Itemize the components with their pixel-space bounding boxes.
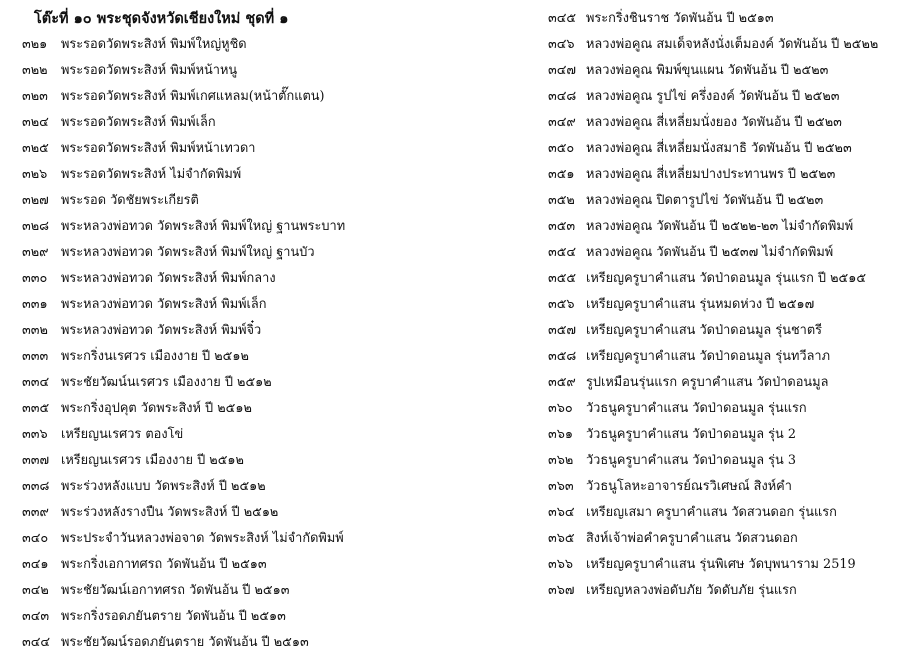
list-item	[548, 110, 893, 136]
item-number: ๓๖๐	[548, 401, 573, 416]
list-item	[22, 370, 542, 396]
item-text: วัวธนูครูบาคำแสน วัดป่าดอนมูล รุ่น 2	[586, 427, 797, 442]
item-text: พระรอดวัดพระสิงห์ พิมพ์หน้าเทวดา	[61, 141, 256, 156]
item-text: พระกริ่งนเรศวร เมืองงาย ปี ๒๕๑๒	[61, 349, 249, 364]
item-text: หลวงพ่อคูณ สี่เหลี่ยมนั่งยอง วัดพันอ้น ปี ๒๕๒๓	[586, 115, 842, 130]
item-number: ๓๓๐	[22, 271, 48, 286]
item-text: พระรอดวัดพระสิงห์ พิมพ์ใหญ่หูชิด	[61, 37, 247, 52]
left-item-list	[22, 32, 542, 656]
item-text: พระกริ่งรอดภยันตราย วัดพันอ้น ปี ๒๕๑๓	[61, 609, 286, 624]
item-number: ๓๓๖	[22, 427, 48, 442]
list-item	[548, 240, 893, 266]
item-number: ๓๒๒	[22, 63, 48, 78]
item-text: วัวธนูครูบาคำแสน วัดป่าดอนมูล รุ่นแรก	[586, 401, 807, 416]
item-number: ๓๔๖	[548, 37, 575, 52]
list-item	[22, 344, 542, 370]
item-text: รูปเหมือนรุ่นแรก ครูบาคำแสน วัดป่าดอนมูล	[586, 375, 829, 390]
item-text: พระชัยวัฒน์เอกาทศรถ วัดพันอ้น ปี ๒๕๑๓	[61, 583, 290, 598]
list-item	[22, 604, 542, 630]
list-item	[548, 84, 893, 110]
item-number: ๓๕๕	[548, 271, 577, 286]
item-number: ๓๒๘	[22, 219, 50, 234]
item-number: ๓๖๒	[548, 453, 574, 468]
item-text: พระหลวงพ่อทวด วัดพระสิงห์ พิมพ์จิ๋ว	[61, 323, 262, 338]
item-number: ๓๔๑	[22, 557, 49, 572]
item-text: พระหลวงพ่อทวด วัดพระสิงห์ พิมพ์ใหญ่ ฐานบัว	[61, 245, 315, 260]
item-number: ๓๕๖	[548, 297, 575, 312]
item-number: ๓๓๑	[22, 297, 48, 312]
list-item	[548, 474, 893, 500]
item-number: ๓๔๐	[22, 531, 49, 546]
item-text: เหรียญเสมา ครูบาคำแสน วัดสวนดอก รุ่นแรก	[586, 505, 837, 520]
item-text: เหรียญนเรศวร เมืองงาย ปี ๒๕๑๒	[61, 453, 244, 468]
item-number: ๓๔๔	[22, 635, 51, 650]
left-column	[22, 6, 542, 656]
item-number: ๓๒๑	[22, 37, 48, 52]
item-number: ๓๓๕	[22, 401, 50, 416]
item-number: ๓๔๙	[548, 115, 576, 130]
list-item	[22, 448, 542, 474]
list-item	[548, 344, 893, 370]
list-item	[22, 526, 542, 552]
right-item-list	[548, 6, 893, 604]
list-item	[548, 32, 893, 58]
item-text: พระชัยวัฒน์นเรศวร เมืองงาย ปี ๒๕๑๒	[61, 375, 272, 390]
item-number: ๓๒๗	[22, 193, 49, 208]
list-item	[22, 32, 542, 58]
page-title: โต๊ะที่ ๑๐ พระชุดจังหวัดเชียงใหม่ ชุดที่ ๑	[34, 10, 289, 27]
item-text: เหรียญหลวงพ่อดับภัย วัดดับภัย รุ่นแรก	[586, 583, 797, 598]
item-number: ๓๔๕	[548, 11, 577, 26]
list-item	[548, 526, 893, 552]
item-text: เหรียญครูบาคำแสน รุ่นพิเศษ วัดบุพนาราม 2519	[586, 557, 856, 572]
list-item	[22, 630, 542, 656]
list-item	[548, 214, 893, 240]
item-number: ๓๓๙	[22, 505, 49, 520]
item-number: ๓๖๔	[548, 505, 575, 520]
list-item	[548, 500, 893, 526]
item-number: ๓๓๔	[22, 375, 50, 390]
list-item	[548, 578, 893, 604]
item-text: พระกริ่งชินราช วัดพันอ้น ปี ๒๕๑๓	[586, 11, 774, 26]
item-text: หลวงพ่อคูณ ปิดตารูปไข่ วัดพันอ้น ปี ๒๕๒๓	[586, 193, 824, 208]
list-item	[22, 162, 542, 188]
list-item	[22, 500, 542, 526]
right-column	[548, 6, 893, 604]
item-text: พระร่วงหลังรางปืน วัดพระสิงห์ ปี ๒๕๑๒	[61, 505, 279, 520]
item-number: ๓๕๔	[548, 245, 577, 260]
list-item	[548, 188, 893, 214]
item-number: ๓๕๐	[548, 141, 575, 156]
item-number: ๓๒๕	[22, 141, 49, 156]
item-number: ๓๔๓	[22, 609, 50, 624]
list-item	[548, 136, 893, 162]
item-text: พระหลวงพ่อทวด วัดพระสิงห์ พิมพ์เล็ก	[61, 297, 267, 312]
list-item	[22, 188, 542, 214]
item-text: เหรียญครูบาคำแสน วัดป่าดอนมูล รุ่นชาตรี	[586, 323, 823, 338]
list-item	[22, 474, 542, 500]
item-number: ๓๓๗	[22, 453, 50, 468]
list-item	[22, 552, 542, 578]
item-text: พระรอดวัดพระสิงห์ ไม่จำกัดพิมพ์	[61, 167, 242, 182]
item-text: หลวงพ่อคูณ วัดพันอ้น ปี ๒๕๒๒-๒๓ ไม่จำกัดพิมพ์	[586, 219, 854, 234]
item-text: หลวงพ่อคูณ วัดพันอ้น ปี ๒๕๓๗ ไม่จำกัดพิมพ์	[586, 245, 834, 260]
item-text: สิงห์เจ้าพ่อคำครูบาคำแสน วัดสวนดอก	[586, 531, 798, 546]
item-text: เหรียญครูบาคำแสน รุ่นหมดห่วง ปี ๒๕๑๗	[586, 297, 815, 312]
item-text: เหรียญครูบาคำแสน วัดป่าดอนมูล รุ่นทวีลาภ	[586, 349, 831, 364]
item-text: พระหลวงพ่อทวด วัดพระสิงห์ พิมพ์ใหญ่ ฐานพระบาท	[61, 219, 346, 234]
list-item	[548, 292, 893, 318]
item-text: หลวงพ่อคูณ สี่เหลี่ยมปางประทานพร ปี ๒๕๒๓	[586, 167, 836, 182]
item-text: หลวงพ่อคูณ พิมพ์ขุนแผน วัดพันอ้น ปี ๒๕๒๓	[586, 63, 829, 78]
list-item	[22, 266, 542, 292]
item-text: เหรียญนเรศวร ตองโข่	[61, 427, 184, 442]
list-item	[22, 422, 542, 448]
item-number: ๓๕๒	[548, 193, 575, 208]
item-number: ๓๖๗	[548, 583, 575, 598]
list-item	[548, 448, 893, 474]
list-item	[22, 396, 542, 422]
item-number: ๓๒๙	[22, 245, 49, 260]
item-number: ๓๕๗	[548, 323, 577, 338]
item-number: ๓๖๖	[548, 557, 573, 572]
item-text: วัวธนูครูบาคำแสน วัดป่าดอนมูล รุ่น 3	[586, 453, 797, 468]
item-text: หลวงพ่อคูณ สมเด็จหลังนั่งเต็มองค์ วัดพันอ้น ปี ๒๕๒๒	[586, 37, 879, 52]
list-item	[22, 318, 542, 344]
list-item	[548, 266, 893, 292]
item-number: ๓๓๓	[22, 349, 49, 364]
item-text: พระรอดวัดพระสิงห์ พิมพ์เล็ก	[61, 115, 216, 130]
item-text: พระกริ่งเอกาทศรถ วัดพันอ้น ปี ๒๕๑๓	[61, 557, 267, 572]
list-item	[22, 136, 542, 162]
item-number: ๓๖๓	[548, 479, 574, 494]
item-text: พระรอด วัดชัยพระเกียรติ	[61, 193, 199, 208]
item-number: ๓๖๕	[548, 531, 575, 546]
list-item	[548, 162, 893, 188]
list-item	[548, 552, 893, 578]
item-number: ๓๕๘	[548, 349, 577, 364]
item-number: ๓๓๘	[22, 479, 50, 494]
item-text: เหรียญครูบาคำแสน วัดป่าดอนมูล รุ่นแรก ปี ๒๕๑๕	[586, 271, 867, 286]
list-item	[22, 578, 542, 604]
item-number: ๓๕๙	[548, 375, 576, 390]
list-item	[22, 292, 542, 318]
item-number: ๓๕๓	[548, 219, 576, 234]
item-text: พระประจำวันหลวงพ่อจาด วัดพระสิงห์ ไม่จำกัดพิมพ์	[61, 531, 344, 546]
list-item	[548, 58, 893, 84]
list-item	[22, 240, 542, 266]
item-text: พระรอดวัดพระสิงห์ พิมพ์เกศแหลม(หน้าตั๊กแตน)	[61, 89, 325, 104]
item-number: ๓๔๘	[548, 89, 577, 104]
list-item	[22, 84, 542, 110]
item-number: ๓๒๓	[22, 89, 48, 104]
item-text: วัวธนูโลหะอาจารย์ณรวิเศษณ์ สิงห์คำ	[586, 479, 792, 494]
item-text: หลวงพ่อคูณ สี่เหลี่ยมนั่งสมาธิ วัดพันอ้น ปี ๒๕๒๓	[586, 141, 852, 156]
list-item	[548, 318, 893, 344]
item-number: ๓๖๑	[548, 427, 573, 442]
item-number: ๓๓๒	[22, 323, 48, 338]
item-text: พระชัยวัฒน์รอดภยันตราย วัดพันอ้น ปี ๒๕๑๓	[61, 635, 309, 650]
item-number: ๓๒๔	[22, 115, 49, 130]
list-item	[22, 110, 542, 136]
item-number: ๓๕๑	[548, 167, 575, 182]
item-text: หลวงพ่อคูณ รูปไข่ ครึ่งองค์ วัดพันอ้น ปี ๒๕๒๓	[586, 89, 840, 104]
item-number: ๓๔๒	[22, 583, 49, 598]
item-text: พระร่วงหลังแบบ วัดพระสิงห์ ปี ๒๕๑๒	[61, 479, 266, 494]
list-item	[548, 370, 893, 396]
list-item	[548, 396, 893, 422]
item-number: ๓๒๖	[22, 167, 48, 182]
list-item	[548, 422, 893, 448]
item-text: พระรอดวัดพระสิงห์ พิมพ์หน้าหนู	[61, 63, 238, 78]
item-text: พระหลวงพ่อทวด วัดพระสิงห์ พิมพ์กลาง	[61, 271, 276, 286]
list-item	[548, 6, 893, 32]
list-item	[22, 214, 542, 240]
item-text: พระกริ่งอุปคุต วัดพระสิงห์ ปี ๒๕๑๒	[61, 401, 252, 416]
item-number: ๓๔๗	[548, 63, 577, 78]
list-item	[22, 58, 542, 84]
